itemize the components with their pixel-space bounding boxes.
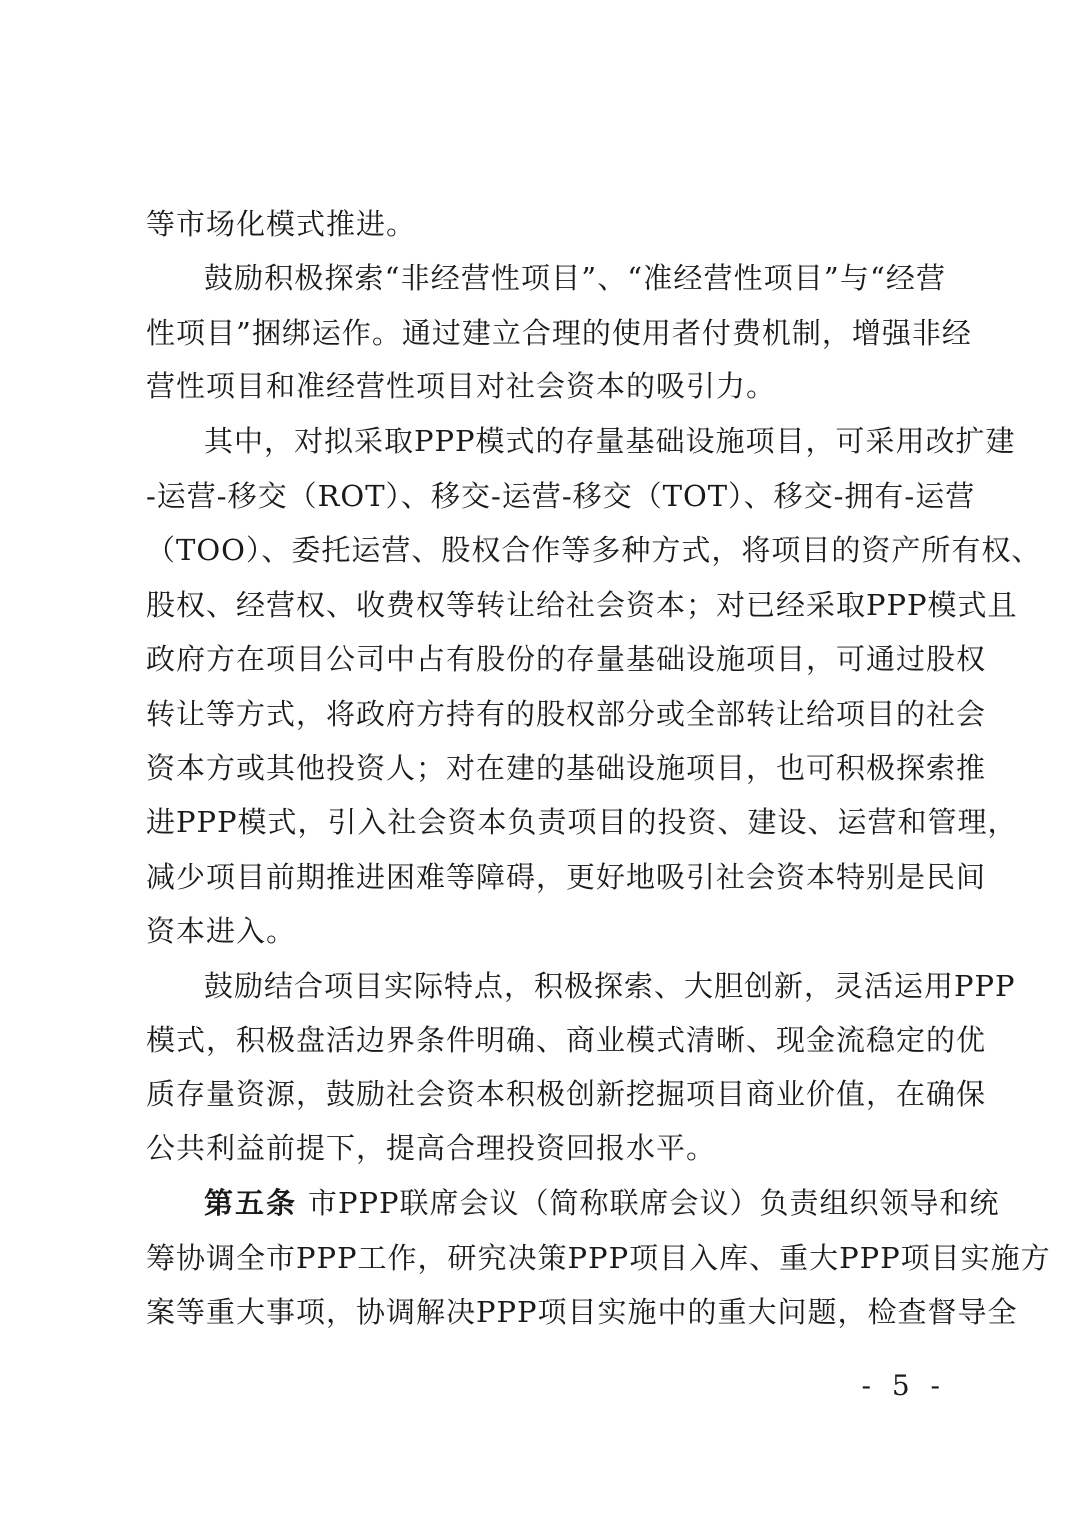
paragraph-line: 质存量资源，鼓励社会资本积极创新挖掘项目商业价值，在确保 <box>146 1077 987 1111</box>
paragraph-line: 案等重大事项，协调解决PPP项目实施中的重大问题，检查督导全 <box>146 1295 1018 1329</box>
paragraph-line: -运营-移交（ROT）、移交-运营-移交（TOT）、移交-拥有-运营 <box>146 479 976 513</box>
paragraph-line: 公共利益前提下，提高合理投资回报水平。 <box>146 1131 717 1165</box>
paragraph-line: 资本进入。 <box>146 914 297 948</box>
paragraph-line: 进PPP模式，引入社会资本负责项目的投资、建设、运营和管理， <box>146 805 1018 839</box>
page-number: - 5 - <box>861 1369 946 1402</box>
article-heading: 第五条 <box>204 1186 298 1220</box>
paragraph-line: 转让等方式，将政府方持有的股权部分或全部转让给项目的社会 <box>146 697 987 731</box>
paragraph-line: 股权、经营权、收费权等转让给社会资本；对已经采取PPP模式且 <box>146 588 1018 622</box>
paragraph-line: 减少项目前期推进困难等障碍，更好地吸引社会资本特别是民间 <box>146 860 987 894</box>
paragraph-line: 其中，对拟采取PPP模式的存量基础设施项目，可采用改扩建 <box>204 424 1016 458</box>
paragraph-line: 政府方在项目公司中占有股份的存量基础设施项目，可通过股权 <box>146 642 987 676</box>
paragraph-line: 性项目”捆绑运作。通过建立合理的使用者付费机制，增强非经 <box>146 316 972 350</box>
paragraph-line: （TOO）、委托运营、股权合作等多种方式，将项目的资产所有权、 <box>146 533 1042 567</box>
paragraph-line: 鼓励积极探索“非经营性项目”、“准经营性项目”与“经营 <box>204 261 946 295</box>
paragraph-line: 筹协调全市PPP工作，研究决策PPP项目入库、重大PPP项目实施方 <box>146 1241 1051 1275</box>
paragraph-line: 等市场化模式推进。 <box>146 207 417 241</box>
paragraph-line: 模式，积极盘活边界条件明确、商业模式清晰、现金流稳定的优 <box>146 1023 987 1057</box>
paragraph-line: 资本方或其他投资人；对在建的基础设施项目，也可积极探索推 <box>146 751 987 785</box>
paragraph-line: 鼓励结合项目实际特点，积极探索、大胆创新，灵活运用PPP <box>204 969 1016 1003</box>
paragraph-line: 营性项目和准经营性项目对社会资本的吸引力。 <box>146 369 777 403</box>
paragraph-line: 市PPP联席会议（简称联席会议）负责组织领导和统 <box>308 1186 1000 1220</box>
